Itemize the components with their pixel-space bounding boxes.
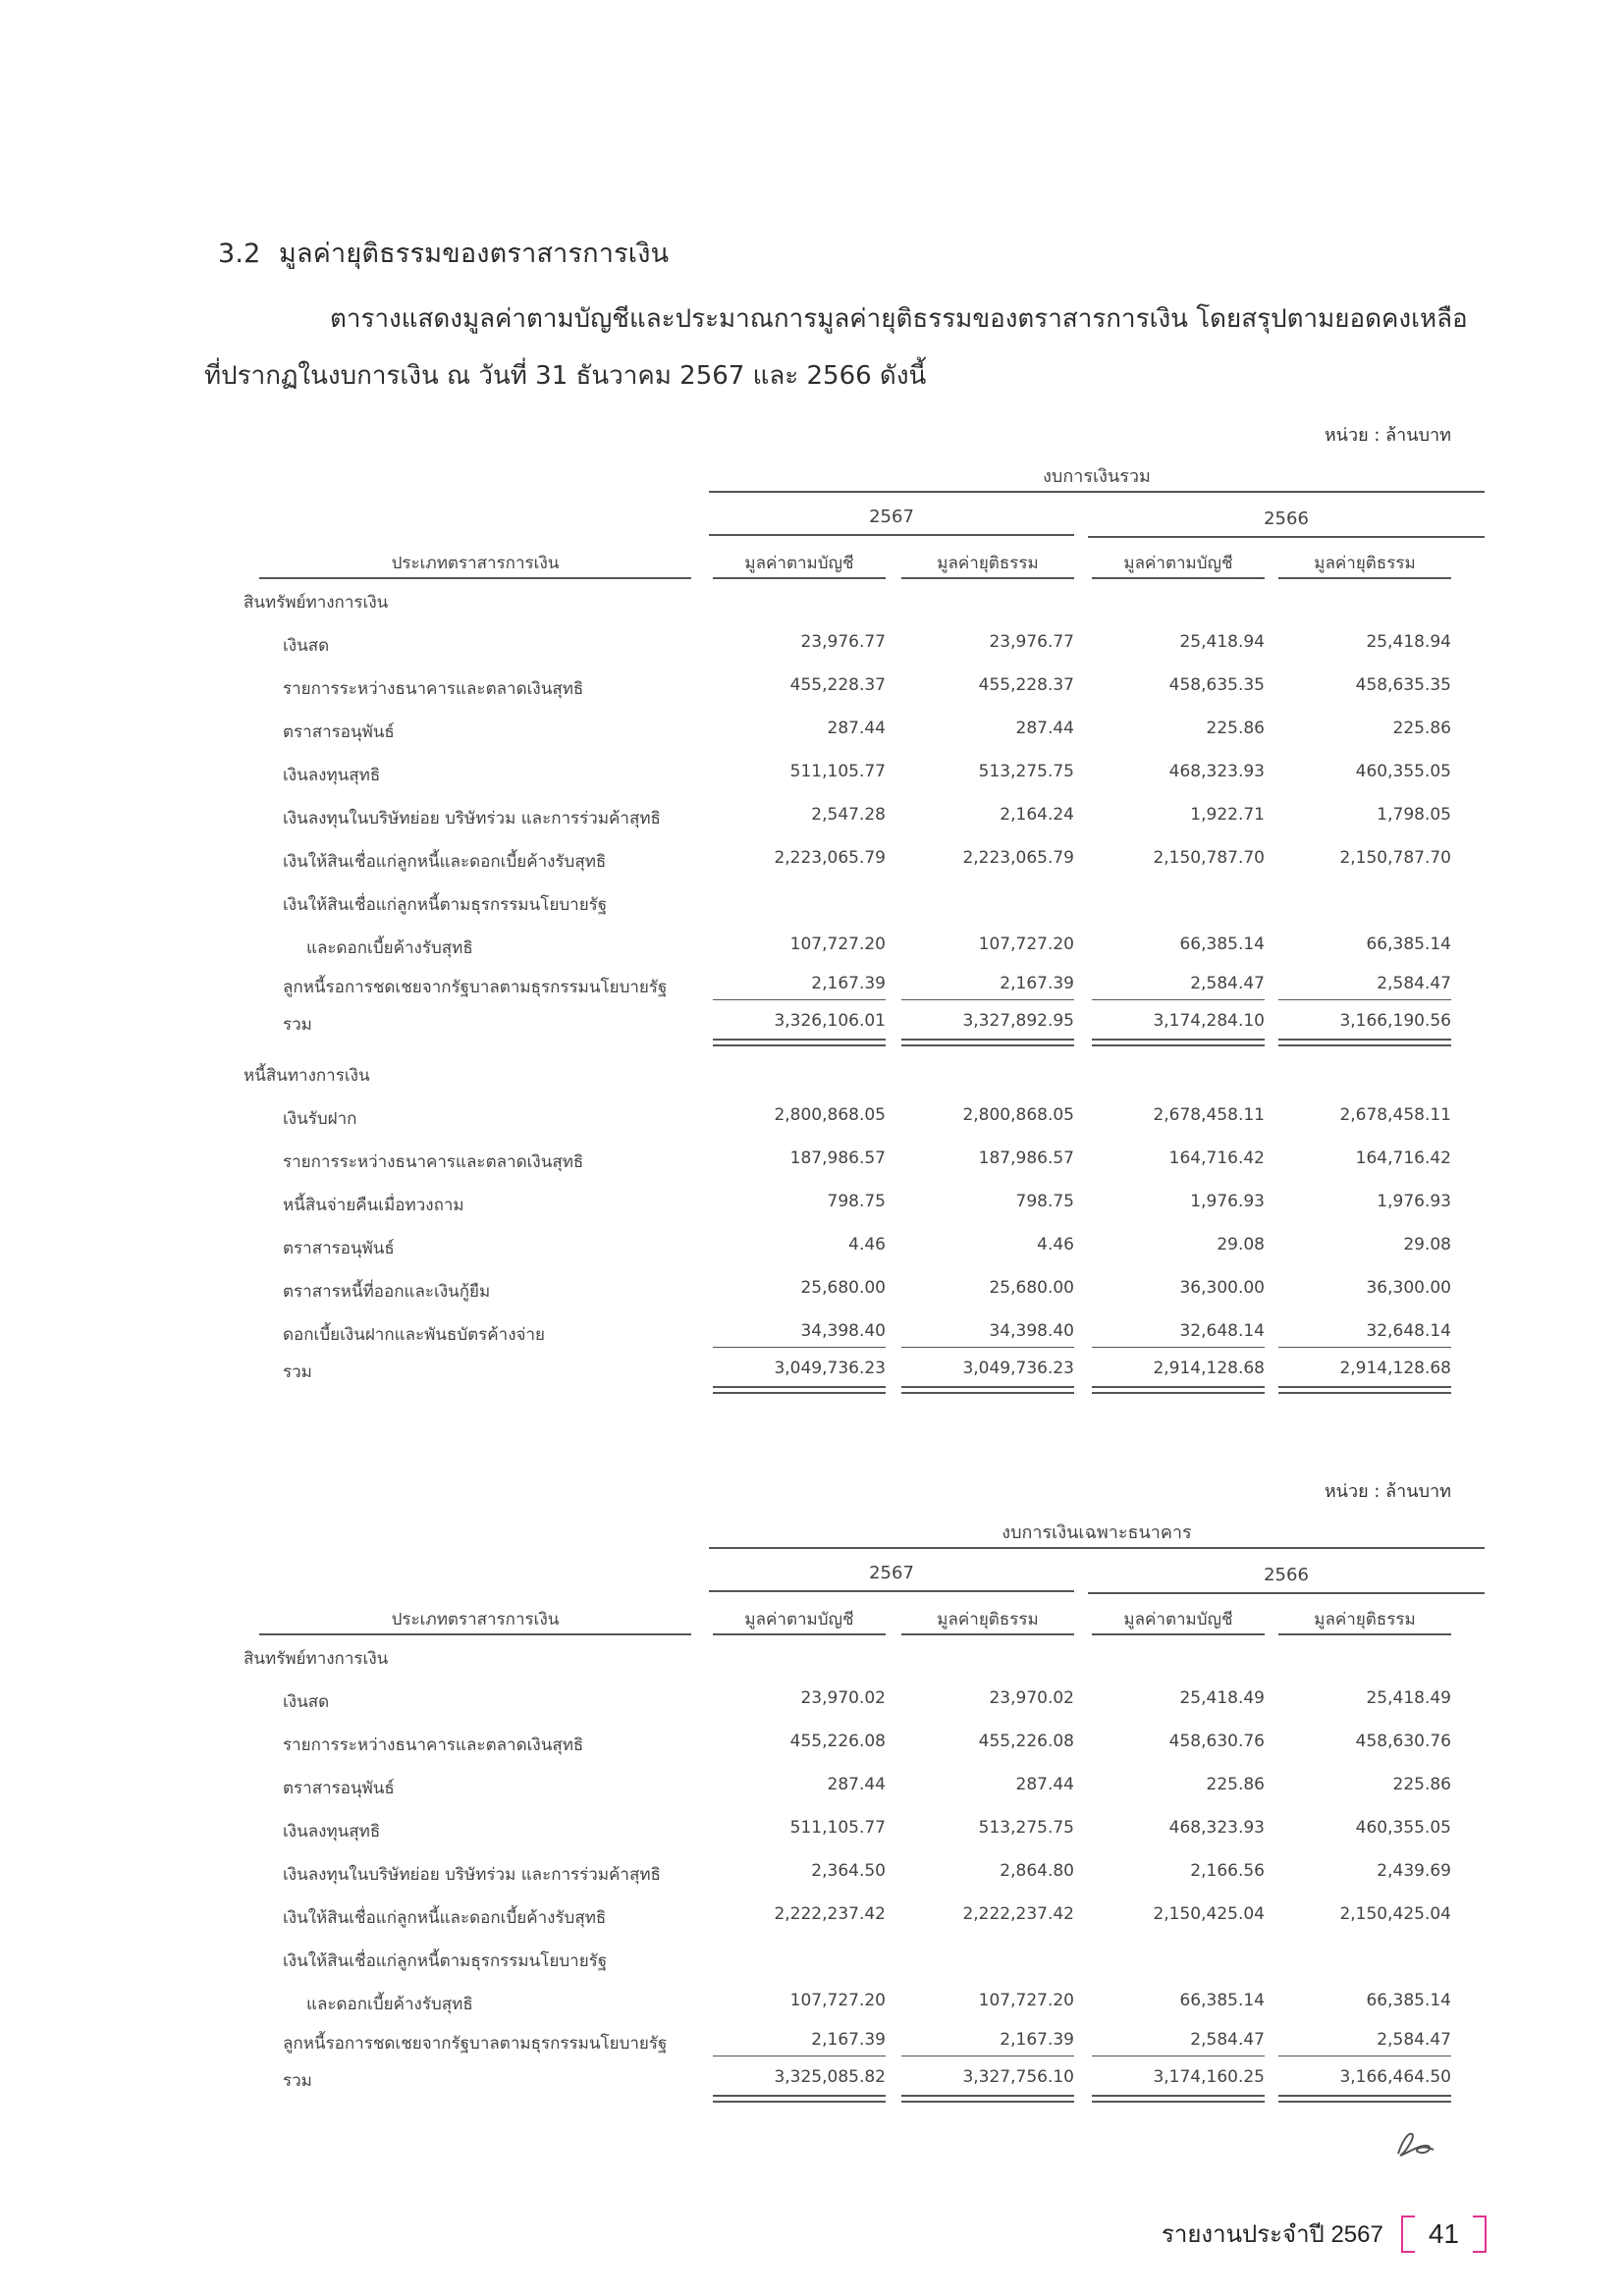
table-row bbox=[244, 675, 1451, 705]
cell-value: 25,418.49 bbox=[1366, 1688, 1451, 1708]
page-number: 41 bbox=[1428, 2217, 1459, 2249]
cell-value: 66,385.14 bbox=[1179, 1991, 1265, 2010]
column-header-underline bbox=[901, 577, 1074, 579]
group-title: งบการเงินเฉพาะธนาคาร bbox=[1001, 1522, 1192, 1543]
year-underline bbox=[1088, 536, 1485, 538]
cell-value: 287.44 bbox=[827, 1775, 886, 1794]
total-double-underline bbox=[713, 1039, 886, 1046]
section-number: 3.2 bbox=[218, 239, 261, 269]
table-row bbox=[244, 805, 1451, 834]
cell-value: 798.75 bbox=[1015, 1192, 1074, 1211]
column-header: มูลค่ายุติธรรม bbox=[937, 554, 1039, 573]
total-value: 3,326,106.01 bbox=[774, 1011, 886, 1031]
subtotal-underline bbox=[901, 999, 1074, 1000]
cell-value: 2,167.39 bbox=[1000, 2030, 1074, 2050]
intro-line-2: ที่ปรากฏในงบการเงิน ณ วันที่ 31 ธันวาคม 2567 และ 2566 ดังนี้ bbox=[204, 361, 927, 391]
year-header: 2567 bbox=[869, 507, 914, 527]
table-row bbox=[244, 1105, 1451, 1135]
cell-value: 66,385.14 bbox=[1179, 934, 1265, 954]
row-label: ดอกเบี้ยเงินฝากและพันธบัตรค้างจ่าย bbox=[283, 1325, 545, 1345]
cell-value: 29.08 bbox=[1403, 1235, 1451, 1255]
cell-value: 2,164.24 bbox=[1000, 805, 1074, 825]
total-double-underline bbox=[1278, 2095, 1451, 2103]
cell-value: 460,355.05 bbox=[1355, 762, 1451, 781]
cell-value: 2,222,237.42 bbox=[962, 1904, 1074, 1924]
column-header-underline bbox=[901, 1633, 1074, 1635]
cell-value: 2,547.28 bbox=[811, 805, 886, 825]
row-label: เงินลงทุนสุทธิ bbox=[283, 766, 381, 785]
column-header-underline bbox=[1092, 1633, 1265, 1635]
cell-value: 2,678,458.11 bbox=[1153, 1105, 1265, 1125]
cell-value: 66,385.14 bbox=[1366, 934, 1451, 954]
cell-value: 2,584.47 bbox=[1190, 974, 1265, 993]
cell-value: 2,364.50 bbox=[811, 1861, 886, 1881]
total-double-underline bbox=[1278, 1039, 1451, 1046]
row-label: เงินลงทุนสุทธิ bbox=[283, 1822, 381, 1842]
cell-value: 25,418.94 bbox=[1179, 632, 1265, 652]
intro-paragraph bbox=[204, 291, 1471, 404]
row-label: หนี้สินจ่ายคืนเมื่อทวงถาม bbox=[283, 1196, 464, 1215]
cell-value: 511,105.77 bbox=[789, 762, 886, 781]
subtotal-underline bbox=[1278, 1347, 1451, 1348]
cell-value: 2,223,065.79 bbox=[962, 848, 1074, 868]
column-header: มูลค่าตามบัญชี bbox=[744, 1610, 854, 1629]
table-row bbox=[244, 1861, 1451, 1891]
table-row bbox=[244, 1818, 1451, 1847]
total-value: 3,327,892.95 bbox=[962, 1011, 1074, 1031]
column-header: มูลค่ายุติธรรม bbox=[1314, 1610, 1416, 1629]
cell-value: 513,275.75 bbox=[978, 1818, 1074, 1838]
table-row bbox=[244, 1732, 1451, 1761]
total-double-underline bbox=[901, 1386, 1074, 1394]
cell-value: 2,864.80 bbox=[1000, 1861, 1074, 1881]
table-row bbox=[244, 934, 1451, 964]
total-double-underline bbox=[1278, 1386, 1451, 1394]
cell-value: 455,226.08 bbox=[789, 1732, 886, 1751]
cell-value: 287.44 bbox=[1015, 719, 1074, 738]
total-row bbox=[244, 1011, 1451, 1041]
cell-value: 2,584.47 bbox=[1190, 2030, 1265, 2050]
row-label: เงินสด bbox=[283, 1692, 330, 1712]
total-double-underline bbox=[1092, 1039, 1265, 1046]
cell-value: 2,439.69 bbox=[1377, 1861, 1451, 1881]
cell-value: 1,976.93 bbox=[1377, 1192, 1451, 1211]
row-label: ลูกหนี้รอการชดเชยจากรัฐบาลตามธุรกรรมนโยบายรัฐ bbox=[283, 978, 668, 997]
cell-value: 2,150,425.04 bbox=[1153, 1904, 1265, 1924]
total-value: 2,914,128.68 bbox=[1339, 1359, 1451, 1378]
section-heading bbox=[218, 232, 669, 274]
cell-value: 2,167.39 bbox=[811, 974, 886, 993]
cell-value: 458,630.76 bbox=[1168, 1732, 1265, 1751]
year-header: 2566 bbox=[1264, 508, 1309, 529]
bracket-right-icon bbox=[1473, 2216, 1487, 2253]
cell-value: 34,398.40 bbox=[800, 1321, 886, 1341]
section-title: มูลค่ายุติธรรมของตราสารการเงิน bbox=[279, 239, 670, 269]
page-number-badge bbox=[1401, 2216, 1487, 2253]
cell-value: 23,976.77 bbox=[800, 632, 886, 652]
total-label: รวม bbox=[283, 2071, 312, 2091]
table-row bbox=[244, 1278, 1451, 1308]
row-label: ตราสารอนุพันธ์ bbox=[283, 722, 395, 742]
cell-value: 455,228.37 bbox=[789, 675, 886, 695]
year-header: 2566 bbox=[1264, 1565, 1309, 1585]
cell-value: 107,727.20 bbox=[978, 1991, 1074, 2010]
table-row bbox=[244, 719, 1451, 748]
cell-value: 2,678,458.11 bbox=[1339, 1105, 1451, 1125]
subtotal-underline bbox=[1092, 999, 1265, 1000]
cell-value: 2,584.47 bbox=[1377, 2030, 1451, 2050]
total-value: 3,166,464.50 bbox=[1339, 2067, 1451, 2087]
cell-value: 2,223,065.79 bbox=[774, 848, 886, 868]
cell-value: 107,727.20 bbox=[789, 1991, 886, 2010]
total-row bbox=[244, 2067, 1451, 2097]
cell-value: 468,323.93 bbox=[1168, 762, 1265, 781]
table-row bbox=[244, 1688, 1451, 1718]
cell-value: 32,648.14 bbox=[1179, 1321, 1265, 1341]
cell-value: 458,630.76 bbox=[1355, 1732, 1451, 1751]
group-underline bbox=[709, 1547, 1485, 1549]
table-row bbox=[244, 1775, 1451, 1804]
row-label: ตราสารอนุพันธ์ bbox=[283, 1779, 395, 1798]
column-header: มูลค่าตามบัญชี bbox=[744, 554, 854, 573]
liabilities-section-title: หนี้สินทางการเงิน bbox=[244, 1066, 370, 1086]
cell-value: 32,648.14 bbox=[1366, 1321, 1451, 1341]
cell-value: 25,418.94 bbox=[1366, 632, 1451, 652]
column-header-instrument: ประเภทตราสารการเงิน bbox=[391, 554, 560, 573]
cell-value: 460,355.05 bbox=[1355, 1818, 1451, 1838]
row-label: เงินให้สินเชื่อแก่ลูกหนี้และดอกเบี้ยค้างรับสุทธิ bbox=[283, 852, 607, 872]
total-double-underline bbox=[713, 2095, 886, 2103]
unit-label: หน่วย : ล้านบาท bbox=[1324, 1481, 1451, 1502]
row-label: เงินสด bbox=[283, 636, 330, 656]
cell-value: 36,300.00 bbox=[1179, 1278, 1265, 1298]
table-row bbox=[244, 1904, 1451, 1934]
cell-value: 225.86 bbox=[1206, 719, 1265, 738]
cell-value: 107,727.20 bbox=[789, 934, 886, 954]
cell-value: 2,150,787.70 bbox=[1339, 848, 1451, 868]
table-row bbox=[244, 1148, 1451, 1178]
cell-value: 225.86 bbox=[1392, 719, 1451, 738]
cell-value: 25,680.00 bbox=[800, 1278, 886, 1298]
table-row bbox=[244, 632, 1451, 662]
assets-section-title-row bbox=[244, 589, 1451, 618]
row-label: ลูกหนี้รอการชดเชยจากรัฐบาลตามธุรกรรมนโยบายรัฐ bbox=[283, 2034, 668, 2054]
cell-value: 2,167.39 bbox=[811, 2030, 886, 2050]
row-label: รายการระหว่างธนาคารและตลาดเงินสุทธิ bbox=[283, 1735, 584, 1755]
subtotal-underline bbox=[1278, 999, 1451, 1000]
cell-value: 23,976.77 bbox=[989, 632, 1074, 652]
subtotal-underline bbox=[713, 999, 886, 1000]
cell-value: 455,228.37 bbox=[978, 675, 1074, 695]
column-header-underline bbox=[1092, 577, 1265, 579]
total-label: รวม bbox=[283, 1015, 312, 1035]
cell-value: 164,716.42 bbox=[1355, 1148, 1451, 1168]
subtotal-underline bbox=[1092, 1347, 1265, 1348]
table-row bbox=[244, 1235, 1451, 1264]
group-title: งบการเงินรวม bbox=[1043, 466, 1151, 487]
cell-value: 458,635.35 bbox=[1168, 675, 1265, 695]
row-label: รายการระหว่างธนาคารและตลาดเงินสุทธิ bbox=[283, 679, 584, 699]
year-header: 2567 bbox=[869, 1563, 914, 1583]
column-header: มูลค่ายุติธรรม bbox=[937, 1610, 1039, 1629]
cell-value: 2,800,868.05 bbox=[774, 1105, 886, 1125]
row-label: ตราสารอนุพันธ์ bbox=[283, 1239, 395, 1258]
total-label: รวม bbox=[283, 1362, 312, 1382]
header-underline bbox=[259, 1633, 691, 1635]
cell-value: 187,986.57 bbox=[978, 1148, 1074, 1168]
cell-value: 2,800,868.05 bbox=[962, 1105, 1074, 1125]
report-title: รายงานประจำปี 2567 bbox=[1161, 2221, 1383, 2248]
cell-value: 36,300.00 bbox=[1366, 1278, 1451, 1298]
row-label: เงินลงทุนในบริษัทย่อย บริษัทร่วม และการร่วมค้าสุทธิ bbox=[283, 1865, 661, 1885]
cell-value: 2,166.56 bbox=[1190, 1861, 1265, 1881]
column-header-instrument: ประเภทตราสารการเงิน bbox=[391, 1610, 560, 1629]
year-underline bbox=[709, 534, 1074, 536]
total-value: 3,166,190.56 bbox=[1339, 1011, 1451, 1031]
assets-section-title-row bbox=[244, 1645, 1451, 1675]
row-label: ตราสารหนี้ที่ออกและเงินกู้ยืม bbox=[283, 1282, 491, 1302]
column-header-underline bbox=[1278, 1633, 1451, 1635]
cell-value: 23,970.02 bbox=[989, 1688, 1074, 1708]
cell-value: 513,275.75 bbox=[978, 762, 1074, 781]
cell-value: 1,922.71 bbox=[1190, 805, 1265, 825]
total-double-underline bbox=[1092, 2095, 1265, 2103]
total-value: 3,325,085.82 bbox=[774, 2067, 886, 2087]
cell-value: 4.46 bbox=[1037, 1235, 1074, 1255]
cell-value: 23,970.02 bbox=[800, 1688, 886, 1708]
liabilities-section-title-row bbox=[244, 1062, 1451, 1092]
signature-mark bbox=[1392, 2126, 1437, 2160]
cell-value: 25,418.49 bbox=[1179, 1688, 1265, 1708]
year-underline bbox=[1088, 1592, 1485, 1594]
cell-value: 29.08 bbox=[1217, 1235, 1265, 1255]
cell-value: 107,727.20 bbox=[978, 934, 1074, 954]
subtotal-underline bbox=[901, 1347, 1074, 1348]
assets-section-title: สินทรัพย์ทางการเงิน bbox=[244, 1649, 389, 1669]
column-header-underline bbox=[713, 577, 886, 579]
column-header-underline bbox=[1278, 577, 1451, 579]
total-double-underline bbox=[1092, 1386, 1265, 1394]
group-underline bbox=[709, 491, 1485, 493]
assets-section-title: สินทรัพย์ทางการเงิน bbox=[244, 593, 389, 613]
total-value: 2,914,128.68 bbox=[1153, 1359, 1265, 1378]
cell-value: 468,323.93 bbox=[1168, 1818, 1265, 1838]
unit-label: หน่วย : ล้านบาท bbox=[1324, 425, 1451, 446]
cell-value: 287.44 bbox=[1015, 1775, 1074, 1794]
table-row bbox=[244, 762, 1451, 791]
bracket-left-icon bbox=[1401, 2216, 1415, 2253]
cell-value: 225.86 bbox=[1206, 1775, 1265, 1794]
cell-value: 2,584.47 bbox=[1377, 974, 1451, 993]
cell-value: 2,222,237.42 bbox=[774, 1904, 886, 1924]
cell-value: 798.75 bbox=[827, 1192, 886, 1211]
subtotal-underline bbox=[713, 1347, 886, 1348]
cell-value: 1,976.93 bbox=[1190, 1192, 1265, 1211]
row-label: เงินให้สินเชื่อแก่ลูกหนี้ตามธุรกรรมนโยบายรัฐ bbox=[283, 1951, 608, 1971]
column-header: มูลค่าตามบัญชี bbox=[1123, 554, 1233, 573]
total-double-underline bbox=[713, 1386, 886, 1394]
cell-value: 164,716.42 bbox=[1168, 1148, 1265, 1168]
row-label: และดอกเบี้ยค้างรับสุทธิ bbox=[306, 1995, 473, 2014]
cell-value: 2,167.39 bbox=[1000, 974, 1074, 993]
intro-line-1: ตารางแสดงมูลค่าตามบัญชีและประมาณการมูลค่ายุติธรรมของตราสารการเงิน โดยสรุปตามยอดคงเหลือ bbox=[330, 304, 1468, 334]
cell-value: 225.86 bbox=[1392, 1775, 1451, 1794]
column-header: มูลค่าตามบัญชี bbox=[1123, 1610, 1233, 1629]
cell-value: 455,226.08 bbox=[978, 1732, 1074, 1751]
header-underline bbox=[259, 577, 691, 579]
cell-value: 1,798.05 bbox=[1377, 805, 1451, 825]
cell-value: 66,385.14 bbox=[1366, 1991, 1451, 2010]
total-double-underline bbox=[901, 1039, 1074, 1046]
cell-value: 34,398.40 bbox=[989, 1321, 1074, 1341]
cell-value: 287.44 bbox=[827, 719, 886, 738]
column-header-underline bbox=[713, 1633, 886, 1635]
row-label: เงินรับฝาก bbox=[283, 1109, 357, 1129]
table-row bbox=[244, 848, 1451, 878]
cell-value: 458,635.35 bbox=[1355, 675, 1451, 695]
column-header: มูลค่ายุติธรรม bbox=[1314, 554, 1416, 573]
table-row bbox=[244, 1991, 1451, 2020]
cell-value: 2,150,787.70 bbox=[1153, 848, 1265, 868]
total-value: 3,049,736.23 bbox=[962, 1359, 1074, 1378]
row-label: เงินให้สินเชื่อแก่ลูกหนี้ตามธุรกรรมนโยบายรัฐ bbox=[283, 895, 608, 915]
row-label: เงินให้สินเชื่อแก่ลูกหนี้และดอกเบี้ยค้างรับสุทธิ bbox=[283, 1908, 607, 1928]
table-row-label bbox=[244, 891, 1451, 921]
total-value: 3,327,756.10 bbox=[962, 2067, 1074, 2087]
cell-value: 187,986.57 bbox=[789, 1148, 886, 1168]
row-label: และดอกเบี้ยค้างรับสุทธิ bbox=[306, 938, 473, 958]
row-label: รายการระหว่างธนาคารและตลาดเงินสุทธิ bbox=[283, 1152, 584, 1172]
total-double-underline bbox=[901, 2095, 1074, 2103]
total-value: 3,174,284.10 bbox=[1153, 1011, 1265, 1031]
table-row-label bbox=[244, 1948, 1451, 1977]
year-underline bbox=[709, 1590, 1074, 1592]
total-value: 3,049,736.23 bbox=[774, 1359, 886, 1378]
total-value: 3,174,160.25 bbox=[1153, 2067, 1265, 2087]
cell-value: 4.46 bbox=[848, 1235, 886, 1255]
total-row bbox=[244, 1359, 1451, 1388]
row-label: เงินลงทุนในบริษัทย่อย บริษัทร่วม และการร่วมค้าสุทธิ bbox=[283, 809, 661, 828]
page-footer bbox=[1162, 2215, 1487, 2253]
cell-value: 25,680.00 bbox=[989, 1278, 1074, 1298]
cell-value: 2,150,425.04 bbox=[1339, 1904, 1451, 1924]
table-row bbox=[244, 1192, 1451, 1221]
cell-value: 511,105.77 bbox=[789, 1818, 886, 1838]
